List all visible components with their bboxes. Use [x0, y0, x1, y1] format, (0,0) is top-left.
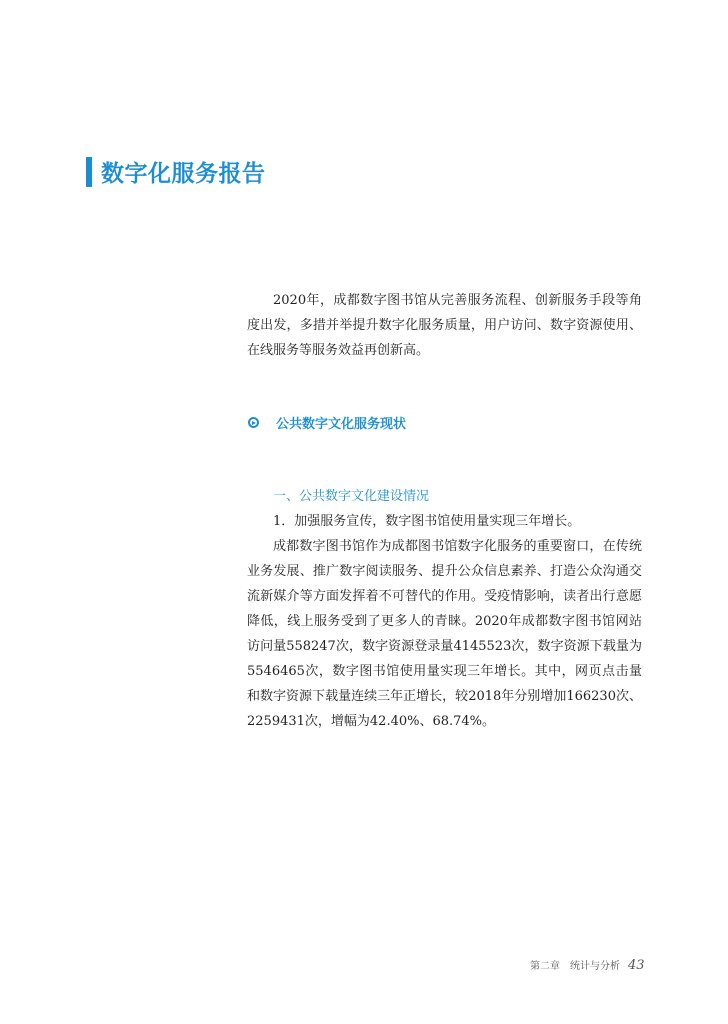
numbered-item: 1．加强服务宣传，数字图书馆使用量实现三年增长。: [273, 514, 581, 529]
page-title-block: [86, 155, 266, 188]
body-paragraph: 成都数字图书馆作为成都图书馆数字化服务的重要窗口，在传统业务发展、推广数字阅读服务、提升公众信息素养、打造公众沟通交流新媒介等方面发挥着不可替代的作用。受疫情影响，读者出行意愿降低，线上服务受到了更多人的青睐。2020年成都数字图书馆网站访问量558247次，数字资源登录量4145523次，数字资源下载量为5546465次，数字图书馆使用量实现三年增长。其中，网页点击量和数字资源下载量连续三年正增长，较2018年分别增加166230次、2259431次，增幅为42.40%、68.74%。: [247, 539, 642, 729]
section-heading: 公共数字文化服务现状: [276, 417, 407, 432]
page-title: 数字化服务报告: [101, 161, 266, 187]
section-heading-block: [248, 413, 406, 432]
intro-paragraph: 2020年，成都数字图书馆从完善服务流程、创新服务手段等角度出发，多措并举提升数字化服务质量，用户访问、数字资源使用、在线服务等服务效益再创新高。: [247, 293, 642, 358]
page-number: 43: [628, 958, 645, 973]
play-circle-icon: [248, 417, 259, 428]
subsection-heading: 一、公共数字文化建设情况: [273, 489, 430, 504]
title-accent-bar: [86, 157, 92, 187]
page-footer: [530, 957, 645, 973]
footer-chapter: 第二章 统计与分析: [530, 961, 620, 972]
